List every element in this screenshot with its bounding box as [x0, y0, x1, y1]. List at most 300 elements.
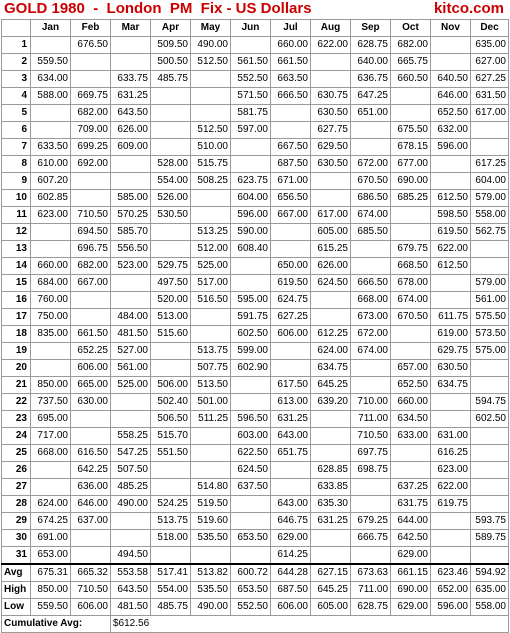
price-cell: 652.50	[391, 377, 431, 394]
day-number: 3	[2, 71, 31, 88]
summary-value: 558.00	[471, 599, 509, 616]
summary-value: 485.75	[151, 599, 191, 616]
price-cell: 698.75	[351, 462, 391, 479]
day-row	[2, 207, 509, 224]
price-cell: 696.75	[71, 241, 111, 258]
price-cell: 558.00	[471, 207, 509, 224]
month-header: Oct	[391, 20, 431, 37]
price-cell: 606.00	[71, 360, 111, 377]
price-cell: 608.40	[231, 241, 271, 258]
price-cell: 507.75	[191, 360, 231, 377]
day-number: 13	[2, 241, 31, 258]
price-cell: 665.75	[391, 54, 431, 71]
day-row	[2, 411, 509, 428]
price-cell: 711.00	[351, 411, 391, 428]
day-number: 28	[2, 496, 31, 513]
price-cell	[151, 343, 191, 360]
price-cell: 647.25	[351, 88, 391, 105]
price-cell: 602.50	[471, 411, 509, 428]
price-cell: 571.50	[231, 88, 271, 105]
day-number: 4	[2, 88, 31, 105]
price-cell: 559.50	[31, 54, 71, 71]
day-number: 5	[2, 105, 31, 122]
price-cell	[311, 428, 351, 445]
day-number: 15	[2, 275, 31, 292]
day-row	[2, 530, 509, 547]
price-cell	[391, 224, 431, 241]
price-cell: 709.00	[71, 122, 111, 139]
price-cell	[351, 547, 391, 565]
price-cell: 652.50	[431, 105, 471, 122]
price-cell: 636.75	[351, 71, 391, 88]
price-cell	[471, 428, 509, 445]
price-cell	[271, 105, 311, 122]
day-number: 19	[2, 343, 31, 360]
price-cell	[231, 547, 271, 565]
price-cell: 561.50	[231, 54, 271, 71]
price-cell	[191, 547, 231, 565]
price-cell: 581.75	[231, 105, 271, 122]
day-number: 29	[2, 513, 31, 530]
price-cell: 637.25	[391, 479, 431, 496]
price-cell: 619.50	[271, 275, 311, 292]
price-cell: 603.00	[231, 428, 271, 445]
summary-value: 554.00	[151, 582, 191, 599]
price-cell: 750.00	[31, 309, 71, 326]
summary-value: 665.32	[71, 564, 111, 582]
price-cell: 685.25	[391, 190, 431, 207]
day-row	[2, 190, 509, 207]
price-cell: 717.00	[31, 428, 71, 445]
day-number: 21	[2, 377, 31, 394]
price-cell	[231, 394, 271, 411]
price-cell	[431, 547, 471, 565]
price-cell: 622.00	[431, 241, 471, 258]
price-cell: 512.00	[191, 241, 231, 258]
price-cell	[31, 241, 71, 258]
price-cell: 570.25	[111, 207, 151, 224]
price-cell: 624.00	[311, 343, 351, 360]
summary-value: 687.50	[271, 582, 311, 599]
price-cell	[191, 71, 231, 88]
price-cell	[191, 190, 231, 207]
price-cell: 660.00	[31, 258, 71, 275]
price-cell: 737.50	[31, 394, 71, 411]
price-cell: 673.00	[351, 309, 391, 326]
price-cell	[111, 173, 151, 190]
day-number: 30	[2, 530, 31, 547]
summary-value: 643.50	[111, 582, 151, 599]
price-cell: 634.00	[31, 71, 71, 88]
price-cell: 622.00	[311, 37, 351, 54]
price-cell	[391, 207, 431, 224]
price-cell: 627.75	[311, 122, 351, 139]
price-cell	[71, 411, 111, 428]
day-row	[2, 54, 509, 71]
price-cell: 675.50	[391, 122, 431, 139]
price-cell: 551.50	[151, 445, 191, 462]
price-cell	[191, 445, 231, 462]
price-cell: 615.25	[311, 241, 351, 258]
summary-value: 605.00	[311, 599, 351, 616]
price-cell: 624.50	[231, 462, 271, 479]
price-cell: 682.00	[71, 105, 111, 122]
price-cell: 667.00	[271, 207, 311, 224]
price-cell: 526.00	[151, 190, 191, 207]
price-cell: 617.00	[311, 207, 351, 224]
price-cell	[71, 530, 111, 547]
price-cell: 575.50	[471, 309, 509, 326]
day-number: 2	[2, 54, 31, 71]
price-cell: 591.75	[231, 309, 271, 326]
summary-value: 594.92	[471, 564, 509, 582]
price-cell: 653.50	[231, 530, 271, 547]
price-cell: 558.25	[111, 428, 151, 445]
price-cell: 672.00	[351, 326, 391, 343]
price-cell: 561.00	[111, 360, 151, 377]
price-cell: 497.50	[151, 275, 191, 292]
summary-value: 517.41	[151, 564, 191, 582]
price-cell: 511.25	[191, 411, 231, 428]
price-cell	[431, 411, 471, 428]
price-cell: 642.50	[391, 530, 431, 547]
day-row	[2, 173, 509, 190]
price-cell: 660.50	[391, 71, 431, 88]
day-number: 1	[2, 37, 31, 54]
price-cell	[431, 530, 471, 547]
summary-value: 600.72	[231, 564, 271, 582]
price-cell	[351, 139, 391, 156]
summary-value: 710.50	[71, 582, 111, 599]
price-cell: 598.50	[431, 207, 471, 224]
cumulative-label: Cumulative Avg:	[2, 616, 111, 633]
price-cell: 619.00	[431, 326, 471, 343]
price-cell: 646.00	[71, 496, 111, 513]
price-cell: 651.00	[351, 105, 391, 122]
price-cell: 656.50	[271, 190, 311, 207]
price-cell: 622.00	[431, 479, 471, 496]
price-cell	[31, 360, 71, 377]
price-cell: 646.00	[431, 88, 471, 105]
price-cell: 634.75	[431, 377, 471, 394]
price-cell: 602.90	[231, 360, 271, 377]
summary-value: 490.00	[191, 599, 231, 616]
day-row	[2, 139, 509, 156]
price-cell: 637.50	[231, 479, 271, 496]
day-row	[2, 224, 509, 241]
gold-price-table	[1, 19, 509, 633]
price-cell	[351, 360, 391, 377]
price-cell: 623.75	[231, 173, 271, 190]
day-row	[2, 258, 509, 275]
price-cell: 668.00	[351, 292, 391, 309]
summary-value: 552.50	[231, 599, 271, 616]
price-cell: 519.50	[191, 496, 231, 513]
price-cell: 634.50	[391, 411, 431, 428]
price-cell	[111, 54, 151, 71]
price-cell: 513.00	[151, 309, 191, 326]
price-cell	[471, 496, 509, 513]
day-number: 11	[2, 207, 31, 224]
summary-value: 644.28	[271, 564, 311, 582]
price-cell: 682.00	[391, 37, 431, 54]
day-row	[2, 479, 509, 496]
price-cell	[231, 513, 271, 530]
price-cell: 535.50	[191, 530, 231, 547]
price-cell: 674.00	[351, 343, 391, 360]
price-cell: 513.25	[191, 224, 231, 241]
price-cell: 597.00	[231, 122, 271, 139]
price-cell: 590.00	[231, 224, 271, 241]
price-cell	[111, 411, 151, 428]
price-cell	[431, 37, 471, 54]
day-number: 26	[2, 462, 31, 479]
day-number: 22	[2, 394, 31, 411]
price-cell: 513.75	[151, 513, 191, 530]
day-row	[2, 88, 509, 105]
price-cell: 509.50	[151, 37, 191, 54]
price-cell: 643.00	[271, 496, 311, 513]
price-cell: 617.00	[471, 105, 509, 122]
price-cell	[311, 445, 351, 462]
price-cell: 629.75	[431, 343, 471, 360]
price-cell: 639.20	[311, 394, 351, 411]
day-number: 27	[2, 479, 31, 496]
price-cell: 612.50	[431, 258, 471, 275]
price-cell	[111, 37, 151, 54]
price-cell	[71, 54, 111, 71]
price-cell: 520.00	[151, 292, 191, 309]
price-cell	[71, 309, 111, 326]
price-cell	[31, 224, 71, 241]
day-number: 12	[2, 224, 31, 241]
price-cell: 599.00	[231, 343, 271, 360]
price-cell	[151, 479, 191, 496]
price-cell: 579.00	[471, 275, 509, 292]
price-cell	[311, 530, 351, 547]
price-cell: 626.00	[311, 258, 351, 275]
price-cell: 562.75	[471, 224, 509, 241]
summary-value: 629.00	[391, 599, 431, 616]
price-cell	[311, 71, 351, 88]
month-header: Nov	[431, 20, 471, 37]
price-cell: 616.25	[431, 445, 471, 462]
price-cell	[471, 122, 509, 139]
price-cell	[271, 343, 311, 360]
day-row	[2, 241, 509, 258]
summary-label: Avg	[2, 564, 31, 582]
summary-value: 623.46	[431, 564, 471, 582]
price-cell: 633.75	[111, 71, 151, 88]
price-cell	[151, 88, 191, 105]
price-cell: 613.00	[271, 394, 311, 411]
price-cell: 660.00	[271, 37, 311, 54]
price-cell: 481.50	[111, 326, 151, 343]
price-cell	[151, 105, 191, 122]
price-cell	[111, 394, 151, 411]
day-row	[2, 326, 509, 343]
price-cell: 500.50	[151, 54, 191, 71]
day-number: 16	[2, 292, 31, 309]
price-cell: 596.00	[431, 139, 471, 156]
price-cell	[351, 479, 391, 496]
price-cell: 494.50	[111, 547, 151, 565]
price-cell: 710.50	[71, 207, 111, 224]
price-cell: 667.00	[71, 275, 111, 292]
price-cell: 631.00	[431, 428, 471, 445]
price-cell: 671.00	[271, 173, 311, 190]
price-cell: 579.00	[471, 190, 509, 207]
price-cell: 631.50	[471, 88, 509, 105]
price-cell	[111, 275, 151, 292]
summary-value: 653.50	[231, 582, 271, 599]
price-cell: 627.00	[471, 54, 509, 71]
price-cell: 515.70	[151, 428, 191, 445]
price-cell	[151, 547, 191, 565]
price-cell: 512.50	[191, 122, 231, 139]
price-cell: 626.00	[111, 122, 151, 139]
price-cell: 678.00	[391, 275, 431, 292]
price-cell: 630.75	[311, 88, 351, 105]
day-row	[2, 394, 509, 411]
price-cell	[231, 275, 271, 292]
price-cell: 506.00	[151, 377, 191, 394]
price-cell: 666.50	[351, 275, 391, 292]
price-cell: 653.00	[31, 547, 71, 565]
day-row	[2, 275, 509, 292]
price-cell: 640.00	[351, 54, 391, 71]
price-cell: 699.25	[71, 139, 111, 156]
price-cell: 684.00	[31, 275, 71, 292]
day-row	[2, 513, 509, 530]
price-cell	[431, 173, 471, 190]
summary-value: 559.50	[31, 599, 71, 616]
summary-label: High	[2, 582, 31, 599]
price-cell: 523.00	[111, 258, 151, 275]
price-cell: 668.50	[391, 258, 431, 275]
price-cell: 678.15	[391, 139, 431, 156]
price-cell: 585.00	[111, 190, 151, 207]
price-cell	[391, 445, 431, 462]
price-cell	[311, 173, 351, 190]
price-cell: 589.75	[471, 530, 509, 547]
price-cell: 710.00	[351, 394, 391, 411]
day-row	[2, 105, 509, 122]
day-row	[2, 496, 509, 513]
price-cell: 516.50	[191, 292, 231, 309]
price-cell	[311, 547, 351, 565]
price-cell	[391, 343, 431, 360]
summary-value: 635.00	[471, 582, 509, 599]
price-cell: 561.00	[471, 292, 509, 309]
daily-rows	[2, 37, 509, 565]
price-cell	[311, 292, 351, 309]
price-cell: 685.50	[351, 224, 391, 241]
month-header: May	[191, 20, 231, 37]
price-cell	[231, 377, 271, 394]
price-cell	[311, 54, 351, 71]
summary-row	[2, 564, 509, 582]
price-cell: 617.50	[271, 377, 311, 394]
price-cell: 630.50	[311, 156, 351, 173]
price-cell: 669.75	[71, 88, 111, 105]
price-cell: 622.50	[231, 445, 271, 462]
price-cell: 640.50	[431, 71, 471, 88]
price-cell: 525.00	[111, 377, 151, 394]
summary-value: 627.15	[311, 564, 351, 582]
price-cell	[351, 241, 391, 258]
price-cell	[391, 88, 431, 105]
price-cell: 596.00	[231, 207, 271, 224]
price-cell	[271, 479, 311, 496]
price-cell: 692.00	[71, 156, 111, 173]
cumulative-value: $612.56	[111, 616, 509, 633]
price-cell: 687.50	[271, 156, 311, 173]
price-cell: 636.00	[71, 479, 111, 496]
price-cell	[351, 496, 391, 513]
price-cell	[431, 275, 471, 292]
price-cell	[151, 241, 191, 258]
price-cell: 573.50	[471, 326, 509, 343]
price-cell: 588.00	[31, 88, 71, 105]
price-cell	[111, 530, 151, 547]
day-row	[2, 37, 509, 54]
price-cell: 624.50	[311, 275, 351, 292]
day-number: 10	[2, 190, 31, 207]
price-cell	[191, 207, 231, 224]
price-cell	[471, 462, 509, 479]
price-cell: 672.00	[351, 156, 391, 173]
price-cell: 623.00	[431, 462, 471, 479]
price-cell	[191, 462, 231, 479]
price-cell: 518.00	[151, 530, 191, 547]
price-cell	[311, 411, 351, 428]
price-cell: 674.00	[351, 207, 391, 224]
price-cell	[31, 122, 71, 139]
price-cell	[431, 513, 471, 530]
price-cell	[151, 224, 191, 241]
price-cell	[31, 37, 71, 54]
price-cell: 674.25	[31, 513, 71, 530]
price-cell: 575.00	[471, 343, 509, 360]
price-cell: 652.25	[71, 343, 111, 360]
price-cell: 631.25	[311, 513, 351, 530]
day-number: 7	[2, 139, 31, 156]
price-cell: 850.00	[31, 377, 71, 394]
day-number: 20	[2, 360, 31, 377]
price-cell	[71, 173, 111, 190]
price-cell: 697.75	[351, 445, 391, 462]
month-header: Aug	[311, 20, 351, 37]
price-cell: 512.50	[191, 54, 231, 71]
price-cell	[231, 496, 271, 513]
price-cell: 657.00	[391, 360, 431, 377]
price-cell	[431, 54, 471, 71]
price-cell	[471, 547, 509, 565]
price-cell	[231, 37, 271, 54]
price-cell	[231, 258, 271, 275]
price-cell: 633.50	[31, 139, 71, 156]
summary-value: 675.31	[31, 564, 71, 582]
price-cell: 670.50	[351, 173, 391, 190]
price-cell: 631.25	[111, 88, 151, 105]
price-cell: 609.00	[111, 139, 151, 156]
price-cell	[31, 343, 71, 360]
price-cell	[351, 258, 391, 275]
price-cell	[471, 139, 509, 156]
price-cell: 666.50	[271, 88, 311, 105]
price-cell: 663.50	[271, 71, 311, 88]
